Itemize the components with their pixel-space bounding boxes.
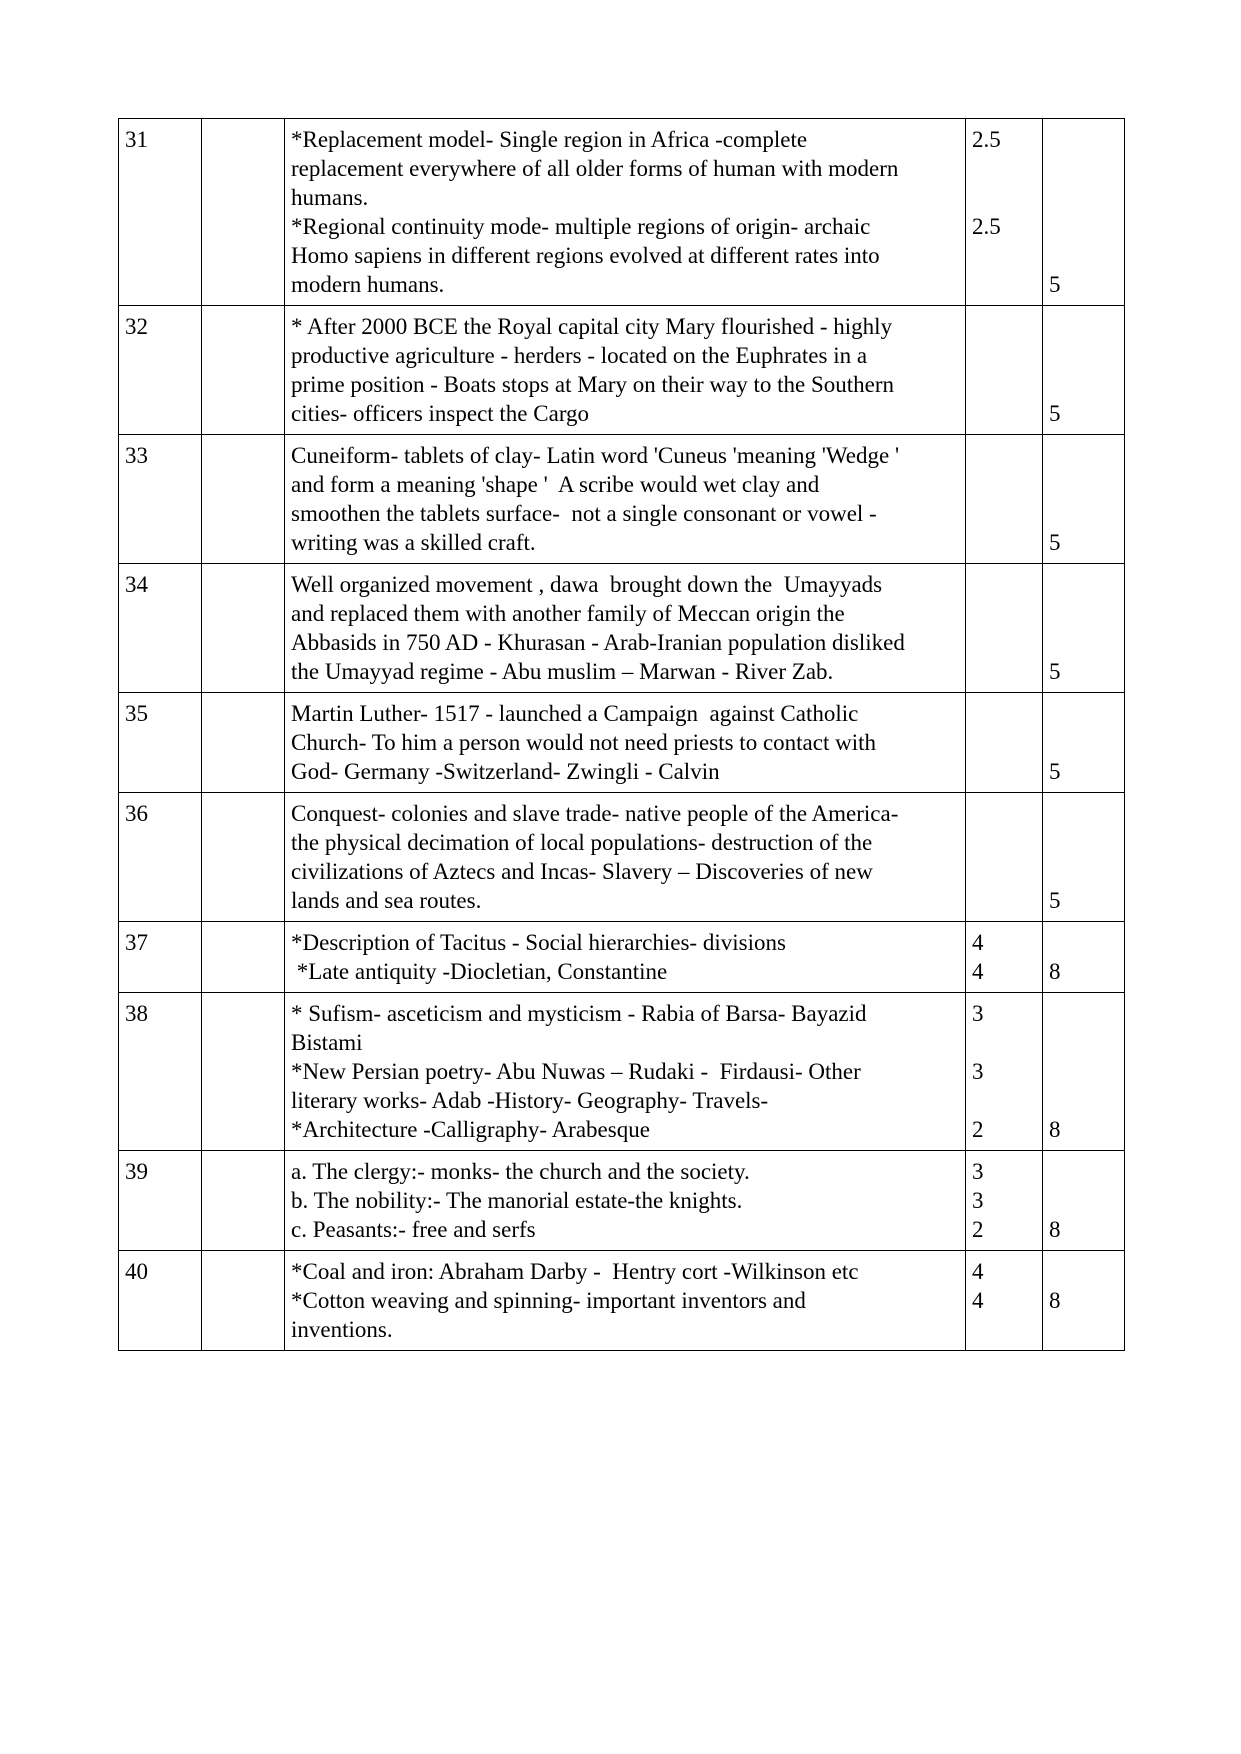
split-mark: 3 [972, 1188, 984, 1213]
spacer-line [1049, 341, 1118, 370]
answer-line: * After 2000 BCE the Royal capital city Mary flourished - highly [291, 314, 893, 339]
question-number: 37 [125, 930, 148, 955]
answer-line: lands and sea routes. [291, 888, 482, 913]
split-marks-cell [966, 435, 1043, 564]
split-mark [972, 154, 1036, 183]
split-mark: 2 [972, 1217, 984, 1242]
blank-cell [202, 693, 285, 793]
spacer-line [1049, 183, 1118, 212]
split-mark: 2.5 [972, 127, 1001, 152]
total-marks-cell [1043, 306, 1125, 435]
answer-line: Abbasids in 750 AD - Khurasan - Arab-Iranian population disliked [291, 630, 905, 655]
answer-line: humans. [291, 185, 369, 210]
question-number: 40 [125, 1259, 148, 1284]
spacer-line [1049, 470, 1118, 499]
answer-points-cell [285, 693, 966, 793]
spacer-line [1049, 628, 1118, 657]
total-mark: 5 [1049, 659, 1061, 684]
question-number-cell [119, 693, 202, 793]
spacer-line [1049, 499, 1118, 528]
table-row [119, 1151, 1125, 1251]
answer-line: Well organized movement , dawa brought down the Umayyads [291, 572, 883, 597]
question-number: 32 [125, 314, 148, 339]
question-number-cell [119, 1251, 202, 1351]
blank-cell [202, 993, 285, 1151]
answer-line: smoothen the tablets surface- not a single consonant or vowel - [291, 501, 877, 526]
spacer-line [1049, 441, 1118, 470]
split-mark: 2 [972, 1117, 984, 1142]
total-marks-cell [1043, 1251, 1125, 1351]
blank-cell [202, 1251, 285, 1351]
blank-cell [202, 922, 285, 993]
answer-points-cell [285, 564, 966, 693]
split-mark: 4 [972, 1259, 984, 1284]
total-marks-cell [1043, 993, 1125, 1151]
answer-line: b. The nobility:- The manorial estate-the knights. [291, 1188, 743, 1213]
answer-line: Conquest- colonies and slave trade- native people of the America- [291, 801, 899, 826]
answer-line: Martin Luther- 1517 - launched a Campaign against Catholic [291, 701, 859, 726]
question-number-cell [119, 793, 202, 922]
answer-line: *Description of Tacitus - Social hierarchies- divisions [291, 930, 786, 955]
table-row [119, 1251, 1125, 1351]
table-row [119, 564, 1125, 693]
answer-line: cities- officers inspect the Cargo [291, 401, 590, 426]
answer-line: *Replacement model- Single region in Africa -complete [291, 127, 808, 152]
total-mark: 8 [1049, 1288, 1061, 1313]
spacer-line [1049, 241, 1118, 270]
spacer-line [1049, 212, 1118, 241]
spacer-line [1049, 1257, 1118, 1286]
split-mark [972, 183, 1036, 212]
split-marks-cell [966, 793, 1043, 922]
split-mark: 3 [972, 1059, 984, 1084]
question-number-cell [119, 1151, 202, 1251]
split-marks-cell [966, 922, 1043, 993]
answer-line: literary works- Adab -History- Geography- Travels- [291, 1088, 769, 1113]
spacer-line [1049, 154, 1118, 183]
blank-cell [202, 793, 285, 922]
answer-points-cell [285, 1151, 966, 1251]
split-mark: 4 [972, 959, 984, 984]
spacer-line [1049, 370, 1118, 399]
answer-line: Cuneiform- tablets of clay- Latin word 'Cuneus 'meaning 'Wedge ' [291, 443, 900, 468]
split-marks-cell [966, 1251, 1043, 1351]
answer-line: the Umayyad regime - Abu muslim – Marwan - River Zab. [291, 659, 834, 684]
answer-line: and form a meaning 'shape ' A scribe would wet clay and [291, 472, 820, 497]
question-number: 39 [125, 1159, 148, 1184]
answer-line: *New Persian poetry- Abu Nuwas – Rudaki - Firdausi- Other [291, 1059, 861, 1084]
question-number-cell [119, 435, 202, 564]
split-marks-cell [966, 693, 1043, 793]
table-row [119, 922, 1125, 993]
spacer-line [1049, 599, 1118, 628]
answer-line: and replaced them with another family of Meccan origin the [291, 601, 845, 626]
answer-points-cell [285, 793, 966, 922]
total-mark: 5 [1049, 759, 1061, 784]
question-number: 38 [125, 1001, 148, 1026]
answer-points-cell [285, 435, 966, 564]
split-marks-cell [966, 993, 1043, 1151]
answer-line: inventions. [291, 1317, 393, 1342]
split-marks-cell [966, 1151, 1043, 1251]
split-mark: 4 [972, 930, 984, 955]
answer-line: *Architecture -Calligraphy- Arabesque [291, 1117, 650, 1142]
answer-key-table [118, 118, 1125, 1351]
total-mark: 5 [1049, 530, 1061, 555]
blank-cell [202, 1151, 285, 1251]
total-mark: 5 [1049, 888, 1061, 913]
table-row [119, 993, 1125, 1151]
question-number-cell [119, 564, 202, 693]
answer-line: Church- To him a person would not need priests to contact with [291, 730, 876, 755]
spacer-line [1049, 1157, 1118, 1186]
table-row [119, 306, 1125, 435]
split-marks-cell [966, 119, 1043, 306]
question-number: 35 [125, 701, 148, 726]
split-mark: 3 [972, 1001, 984, 1026]
question-number-cell [119, 922, 202, 993]
question-number-cell [119, 119, 202, 306]
split-mark [972, 1028, 1036, 1057]
spacer-line [1049, 570, 1118, 599]
answer-key-table-body [119, 119, 1125, 1351]
table-row [119, 693, 1125, 793]
question-number: 31 [125, 127, 148, 152]
total-marks-cell [1043, 693, 1125, 793]
total-mark: 5 [1049, 272, 1061, 297]
answer-line: Bistami [291, 1030, 363, 1055]
blank-cell [202, 119, 285, 306]
spacer-line [1049, 125, 1118, 154]
question-number: 36 [125, 801, 148, 826]
table-row [119, 435, 1125, 564]
answer-line: a. The clergy:- monks- the church and the society. [291, 1159, 750, 1184]
split-mark: 4 [972, 1288, 984, 1313]
answer-line: * Sufism- asceticism and mysticism - Rabia of Barsa- Bayazid [291, 1001, 867, 1026]
answer-line: *Regional continuity mode- multiple regions of origin- archaic [291, 214, 871, 239]
answer-line: *Coal and iron: Abraham Darby - Hentry cort -Wilkinson etc [291, 1259, 859, 1284]
split-mark: 3 [972, 1159, 984, 1184]
total-mark: 8 [1049, 1217, 1061, 1242]
question-number: 33 [125, 443, 148, 468]
spacer-line [1049, 1028, 1118, 1057]
split-mark: 2.5 [972, 214, 1001, 239]
answer-line: prime position - Boats stops at Mary on their way to the Southern [291, 372, 895, 397]
answer-line: *Late antiquity -Diocletian, Constantine [291, 959, 668, 984]
blank-cell [202, 435, 285, 564]
question-number: 34 [125, 572, 148, 597]
total-marks-cell [1043, 119, 1125, 306]
spacer-line [1049, 1057, 1118, 1086]
blank-cell [202, 306, 285, 435]
total-mark: 5 [1049, 401, 1061, 426]
total-marks-cell [1043, 922, 1125, 993]
answer-points-cell [285, 993, 966, 1151]
blank-cell [202, 564, 285, 693]
answer-line: Homo sapiens in different regions evolved at different rates into [291, 243, 880, 268]
split-marks-cell [966, 564, 1043, 693]
answer-points-cell [285, 119, 966, 306]
answer-points-cell [285, 306, 966, 435]
answer-line: writing was a skilled craft. [291, 530, 536, 555]
split-mark [972, 270, 1036, 299]
table-row [119, 793, 1125, 922]
spacer-line [1049, 799, 1118, 828]
spacer-line [1049, 999, 1118, 1028]
spacer-line [1049, 728, 1118, 757]
question-number-cell [119, 306, 202, 435]
total-marks-cell [1043, 564, 1125, 693]
split-mark [972, 1086, 1036, 1115]
answer-line: c. Peasants:- free and serfs [291, 1217, 536, 1242]
answer-line: *Cotton weaving and spinning- important inventors and [291, 1288, 806, 1313]
spacer-line [1049, 1086, 1118, 1115]
total-marks-cell [1043, 1151, 1125, 1251]
answer-line: replacement everywhere of all older forms of human with modern [291, 156, 899, 181]
total-mark: 8 [1049, 959, 1061, 984]
spacer-line [1049, 312, 1118, 341]
spacer-line [1049, 1186, 1118, 1215]
answer-line: the physical decimation of local populations- destruction of the [291, 830, 873, 855]
split-mark [972, 241, 1036, 270]
answer-points-cell [285, 922, 966, 993]
answer-points-cell [285, 1251, 966, 1351]
table-row [119, 119, 1125, 306]
answer-line: productive agriculture - herders - located on the Euphrates in a [291, 343, 868, 368]
split-marks-cell [966, 306, 1043, 435]
spacer-line [1049, 699, 1118, 728]
total-marks-cell [1043, 793, 1125, 922]
total-mark: 8 [1049, 1117, 1061, 1142]
spacer-line [1049, 828, 1118, 857]
answer-line: civilizations of Aztecs and Incas- Slavery – Discoveries of new [291, 859, 873, 884]
question-number-cell [119, 993, 202, 1151]
spacer-line [1049, 857, 1118, 886]
spacer-line [1049, 928, 1118, 957]
answer-line: God- Germany -Switzerland- Zwingli - Calvin [291, 759, 720, 784]
total-marks-cell [1043, 435, 1125, 564]
answer-line: modern humans. [291, 272, 445, 297]
